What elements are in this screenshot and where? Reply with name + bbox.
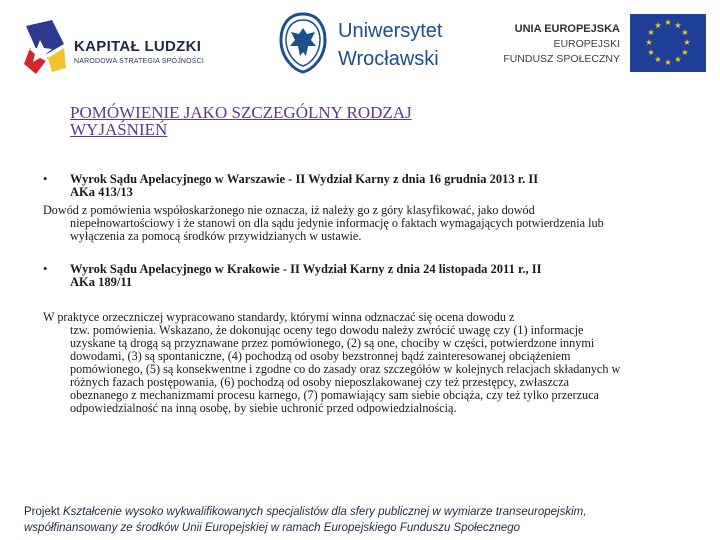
svg-text:★: ★ [681, 48, 689, 57]
bullet-text-line1: Wyrok Sądu Apelacyjnego w Krakowie - II Wydział Karny z dnia 24 listopada 2011 r., II [70, 262, 542, 276]
bullet-judgment-warsaw [43, 173, 633, 201]
paragraph-first-line: W praktyce orzeczniczej wypracowano standardy, którymi winna odznaczać się ocena dowodu z [43, 310, 515, 324]
svg-text:★: ★ [647, 28, 655, 37]
paragraph-continuation: niepełnowartościowy i że stanowi on dla sądu jedynie informację o faktach wymagających potwierdzenia lub wyłączenia za pomocą środków przywidzianych w ustawie. [70, 216, 604, 243]
paragraph-krakow [43, 311, 623, 415]
slide-title-line1: POMÓWIENIE JAKO SZCZEGÓLNY RODZAJ [70, 103, 412, 122]
bullet-marker: • [43, 172, 48, 186]
paragraph-continuation: tzw. pomówienia. Wskazano, że dokonując oceny tego dowodu należy zwrócić uwagę czy (1) informacje uzyskane tą drogą są przyznawane przez pomówionego, (2) są one, chociby w części, potwierdzone innymi dowodami, (3) są spontaniczne, (4) pochodzą od osoby bezstronnej bądź zainteresowanej obciążeniem pomówionego, (5) są konsekwentne i zgodne co do zasady oraz szczegółów w kolejnych relacjach składanych w różnych fazach postępowania, (6) pochodzą od osoby nieposzlakowanej czy też przestępcy, zwłaszcza obeznanego z mechanizmami procesu karnego, (7) pomawiający sam siebie obciąża, czy też tylko przerzuca odpowiedzialność na inną osobę, by siebie uchronić przed odpowiedzialnością. [70, 323, 621, 415]
university-name-line1: Uniwersytet [338, 20, 443, 42]
kapital-ludzki-logo [22, 18, 205, 80]
bullet-text [70, 173, 635, 199]
paragraph-first-line: Dowód z pomówienia współoskarżonego nie oznacza, iż należy go z góry klasyfikować, jako dowód [43, 203, 535, 217]
svg-text:★: ★ [683, 38, 691, 47]
footer-project-title: Kształcenie wysoko wykwalifikowanych specjalistów dla sfery publicznej w wymiarze transeuropejskim, [63, 506, 587, 518]
bullet-text-line1: Wyrok Sądu Apelacyjnego w Warszawie - II Wydział Karny z dnia 16 grudnia 2013 r. II [70, 172, 539, 186]
slide-title [70, 104, 630, 138]
university-logo [278, 12, 478, 78]
svg-text:★: ★ [654, 21, 662, 30]
kapital-ludzki-emblem-icon [22, 18, 68, 76]
svg-text:★: ★ [645, 38, 653, 47]
footer-line1 [24, 504, 714, 520]
eu-logo-line1: UNIA EUROPEJSKA [514, 23, 620, 35]
svg-text:★: ★ [674, 21, 682, 30]
footer-lead: Projekt [24, 506, 60, 518]
bullet-marker: • [43, 262, 48, 276]
paragraph-warsaw [43, 204, 623, 243]
footer-line2: współfinansowany ze środków Unii Europejskiej w ramach Europejskiego Funduszu Społecznego [24, 522, 521, 534]
svg-text:★: ★ [647, 48, 655, 57]
university-name-line2: Wrocławski [338, 48, 439, 70]
eu-logo-text [503, 22, 620, 67]
bullet-judgment-krakow [43, 263, 633, 291]
eu-flag-icon [630, 14, 706, 72]
bullet-text [70, 263, 635, 289]
slide-title-line2: WYJAŚNIEŃ [70, 120, 168, 139]
svg-text:★: ★ [674, 55, 682, 64]
bullet-text-line2: AKa 413/13 [70, 185, 133, 199]
kapital-ludzki-subtitle: NARODOWA STRATEGIA SPÓJNOŚCI [74, 58, 205, 65]
university-eagle-seal-icon [278, 12, 328, 74]
kapital-ludzki-title: KAPITAŁ LUDZKI [74, 38, 202, 55]
svg-text:★: ★ [681, 28, 689, 37]
eu-logo-line2: EUROPEJSKI [553, 38, 620, 50]
project-footer [24, 504, 714, 536]
svg-text:★: ★ [664, 18, 672, 27]
bullet-text-line2: AKa 189/11 [70, 275, 133, 289]
eu-logo-line3: FUNDUSZ SPOŁECZNY [503, 53, 620, 65]
eu-logo [503, 14, 712, 82]
svg-text:★: ★ [664, 58, 672, 67]
svg-text:★: ★ [654, 55, 662, 64]
